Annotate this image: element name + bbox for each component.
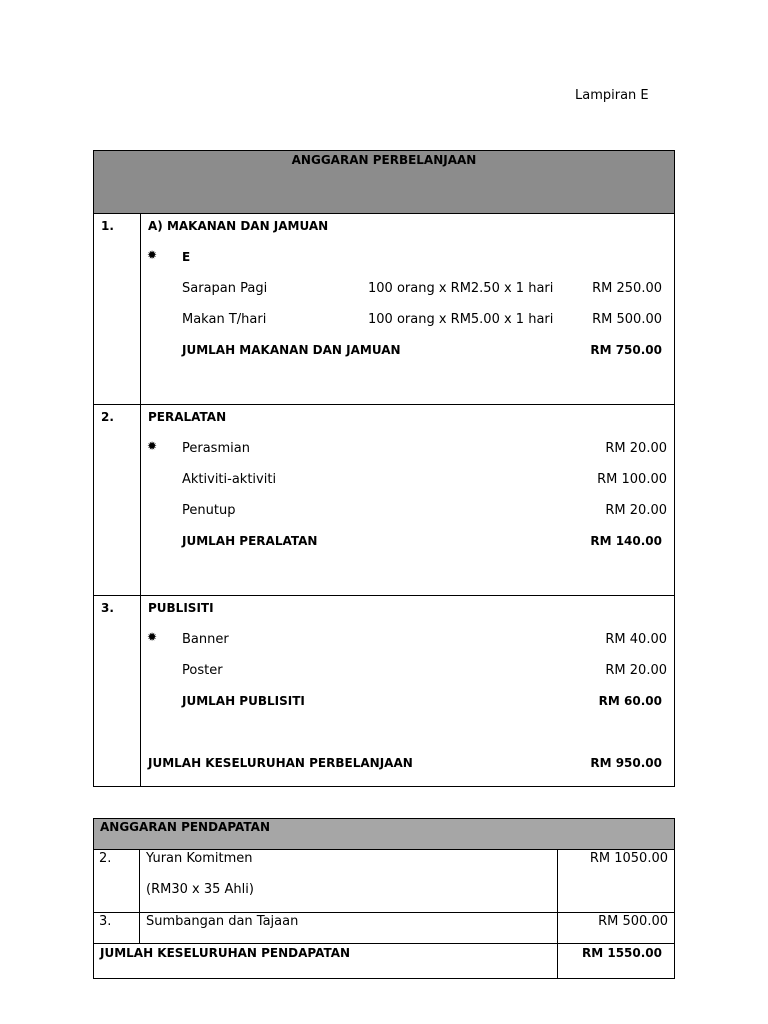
subtotal-amount: RM 750.00 <box>590 343 662 357</box>
item-name: Penutup <box>182 503 236 518</box>
expense-table-title: ANGGARAN PERBELANJAAN <box>291 153 477 167</box>
income-table <box>93 818 675 979</box>
income-total-label: JUMLAH KESELURUHAN PENDAPATAN <box>100 946 351 960</box>
column-divider <box>140 214 141 786</box>
item-amount: RM 250.00 <box>592 281 662 296</box>
income-amount-cell <box>557 912 675 944</box>
section-number: 3. <box>101 601 114 615</box>
appendix-label: Lampiran E <box>575 88 649 103</box>
item-name: Banner <box>182 632 229 647</box>
income-total-label-cell <box>93 943 558 979</box>
income-total-amount-cell <box>557 943 675 979</box>
row-divider <box>94 595 674 596</box>
income-total-amount: RM 1550.00 <box>581 946 662 960</box>
subtotal-amount: RM 60.00 <box>598 694 662 708</box>
item-amount: RM 500.00 <box>592 312 662 327</box>
item-name: Aktiviti-aktiviti <box>182 472 277 487</box>
income-item-name: Sumbangan dan Tajaan <box>146 914 299 929</box>
item-amount: RM 20.00 <box>605 441 667 456</box>
income-table-title: ANGGARAN PENDAPATAN <box>100 820 270 834</box>
section-heading: PERALATAN <box>148 410 227 424</box>
row-number: 3. <box>99 914 112 929</box>
item-name: Sarapan Pagi <box>182 281 268 296</box>
item-calc: 100 orang x RM2.50 x 1 hari <box>368 281 554 296</box>
expense-table-header <box>94 151 674 214</box>
bullet-icon: ✹ <box>147 248 158 262</box>
expense-table <box>93 150 675 787</box>
item-amount: RM 100.00 <box>597 472 667 487</box>
sub-heading: E <box>182 250 191 264</box>
row-divider <box>94 404 674 405</box>
row-number: 2. <box>99 851 112 866</box>
item-amount: RM 40.00 <box>605 632 667 647</box>
income-num-cell <box>93 912 140 944</box>
bullet-icon: ✹ <box>147 630 158 644</box>
bullet-icon: ✹ <box>147 439 158 453</box>
grand-total-label: JUMLAH KESELURUHAN PERBELANJAAN <box>148 756 413 770</box>
income-item-note: (RM30 x 35 Ahli) <box>146 882 254 897</box>
section-heading: A) MAKANAN DAN JAMUAN <box>148 219 329 233</box>
income-table-header <box>93 818 675 850</box>
item-amount: RM 20.00 <box>605 503 667 518</box>
income-item-name: Yuran Komitmen <box>146 851 253 866</box>
item-name: Makan T/hari <box>182 312 267 327</box>
item-name: Poster <box>182 663 223 678</box>
income-desc-cell <box>139 849 558 913</box>
income-item-amount: RM 1050.00 <box>589 851 668 866</box>
subtotal-amount: RM 140.00 <box>590 534 662 548</box>
section-number: 2. <box>101 410 114 424</box>
income-num-cell <box>93 849 140 913</box>
item-amount: RM 20.00 <box>605 663 667 678</box>
section-heading: PUBLISITI <box>148 601 214 615</box>
subtotal-label: JUMLAH PERALATAN <box>182 534 318 548</box>
income-amount-cell <box>557 849 675 913</box>
section-number: 1. <box>101 219 114 233</box>
item-calc: 100 orang x RM5.00 x 1 hari <box>368 312 554 327</box>
item-name: Perasmian <box>182 441 250 456</box>
grand-total-amount: RM 950.00 <box>590 756 662 770</box>
income-item-amount: RM 500.00 <box>598 914 668 929</box>
income-desc-cell <box>139 912 558 944</box>
subtotal-label: JUMLAH PUBLISITI <box>182 694 305 708</box>
subtotal-label: JUMLAH MAKANAN DAN JAMUAN <box>182 343 401 357</box>
